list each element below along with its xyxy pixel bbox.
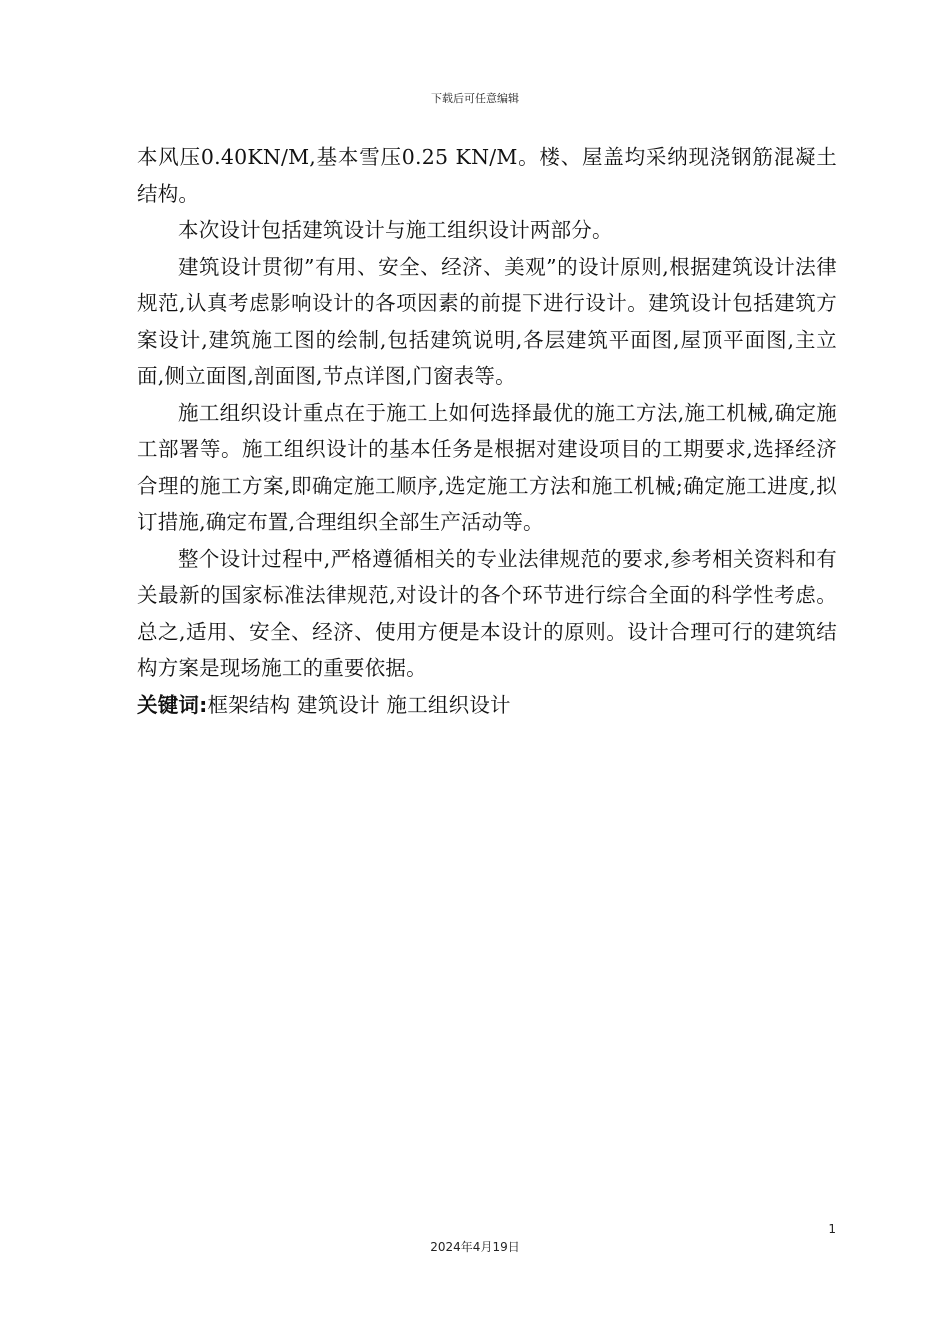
keywords-line (137, 687, 837, 724)
paragraph-design-scope: 本次设计包括建筑设计与施工组织设计两部分。 (178, 218, 613, 242)
page-header: 下载后可任意编辑 (431, 92, 519, 105)
paragraph-wind-snow-load: 本风压0.40KN/M,基本雪压0.25 KN/M。楼、屋盖均采纳现浇钢筋混凝土结构。 (137, 145, 837, 206)
keywords-label: 关键词: (137, 692, 208, 717)
document-body (137, 139, 837, 723)
footer-date: 2024年4月19日 (430, 1240, 520, 1254)
paragraph-architectural-design: 建筑设计贯彻”有用、安全、经济、美观”的设计原则,根据建筑设计法律规范,认真考虑影响设计的各项因素的前提下进行设计。建筑设计包括建筑方案设计,建筑施工图的绘制,包括建筑说明,各层建筑平面图,屋顶平面图,主立面,侧立面图,剖面图,节点详图,门窗表等。 (137, 254, 837, 388)
keywords-value: 框架结构 建筑设计 施工组织设计 (207, 692, 511, 717)
paragraph-construction-organization: 施工组织设计重点在于施工上如何选择最优的施工方法,施工机械,确定施工部署等。施工组织设计的基本任务是根据对建设项目的工期要求,选择经济合理的施工方案,即确定施工顺序,选定施工方法和施工机械;确定施工进度,拟订措施,确定布置,合理组织全部生产活动等。 (137, 400, 837, 534)
page-number: 1 (828, 1222, 836, 1236)
paragraph-design-process: 整个设计过程中,严格遵循相关的专业法律规范的要求,参考相关资料和有关最新的国家标准法律规范,对设计的各个环节进行综合全面的科学性考虑。总之,适用、安全、经济、使用方便是本设计的原则。设计合理可行的建筑结构方案是现场施工的重要依据。 (137, 546, 837, 680)
